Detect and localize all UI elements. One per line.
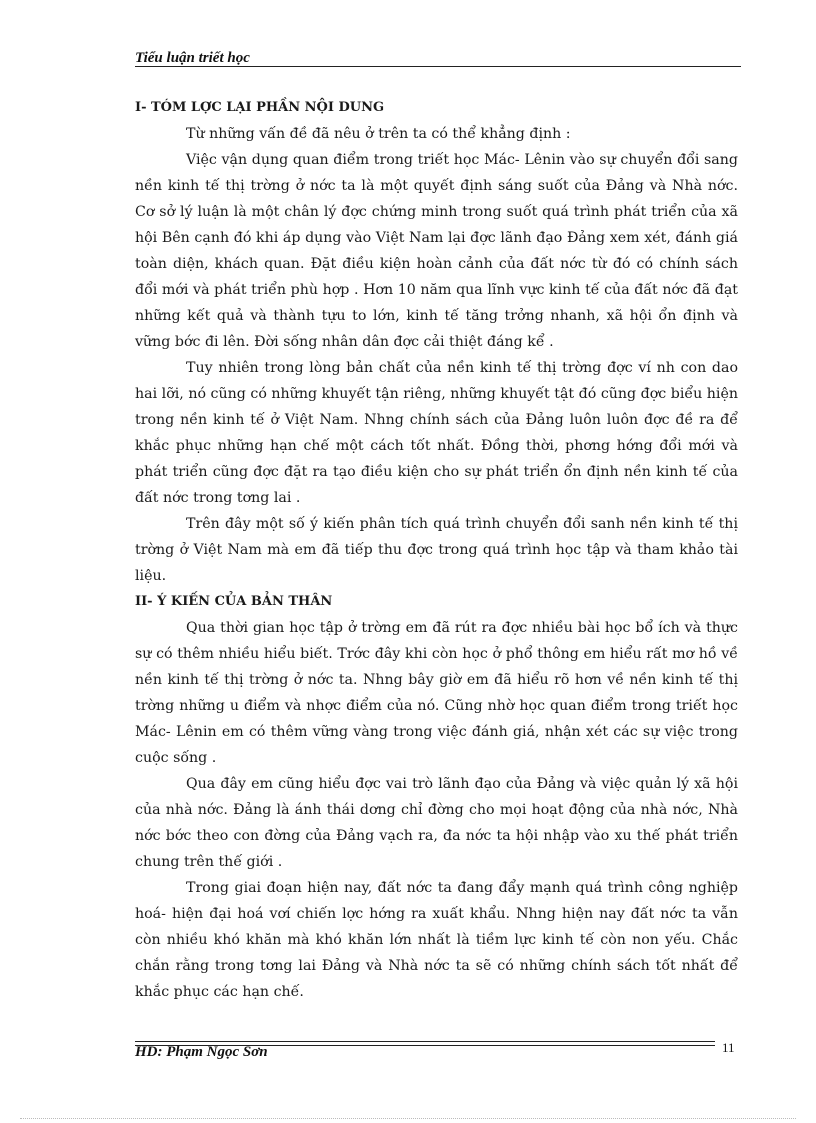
- section-2-paragraph-1: Qua thời gian học tập ở trờng em đã rút ra đợc nhiều bài học bổ ích và thực sự có thêm nhiều hiểu biết. Trớc đây khi còn học ở phổ thông em hiểu rất mơ hồ về nền kinh tế thị trờng ở nớc ta. Nhng bây giờ em đã hiểu rõ hơn về nền kinh tế thị trờng những u điểm và nhợc điểm của nó. Cũng nhờ học quan điểm trong triết học Mác- Lênin em có thêm vững vàng trong việc đánh giá, nhận xét các sự việc trong cuộc sống .: [135, 620, 738, 766]
- section-2-heading: II- Ý KIẾN CỦA BẢN THÂN: [135, 594, 333, 609]
- section-1-paragraph-3: Tuy nhiên trong lòng bản chất của nền kinh tế thị trờng đợc ví nh con dao hai lỡi, nó cũng có những khuyết tận riêng, những khuyết tật đó cũng đợc biểu hiện trong nền kinh tế ở Việt Nam. Nhng chính sách của Đảng luôn luôn đợc đề ra để khắc phục những hạn chế một cách tốt nhất. Đồng thời, phơng hớng đổi mới và phát triển cũng đợc đặt ra tạo điều kiện cho sự phát triển ổn định nền kinh tế của đất nớc trong tơng lai .: [135, 360, 738, 506]
- footer-rule-top: [135, 1041, 715, 1042]
- section-1-paragraph-1: Từ những vấn đề đã nêu ở trên ta có thể khẳng định :: [186, 126, 571, 142]
- section-1-paragraph-2: Việc vận dụng quan điểm trong triết học Mác- Lênin vào sự chuyển đổi sang nền kinh tế thị trờng ở nớc ta là một quyết định sáng suốt của Đảng và Nhà nớc. Cơ sở lý luận là một chân lý đợc chứng minh trong suốt quá trình phát triển của xã hội Bên cạnh đó khi áp dụng vào Việt Nam lại đợc lãnh đạo Đảng xem xét, đánh giá toàn diện, khách quan. Đặt điều kiện hoàn cảnh của đất nớc từ đó có chính sách đổi mới và phát triển phù hợp . Hơn 10 năm qua lĩnh vực kinh tế của đất nớc đã đạt những kết quả và thành tựu to lớn, kinh tế tăng trởng nhanh, xã hội ổn định và vững bớc đi lên. Đời sống nhân dân đợc cải thiệt đáng kể .: [135, 152, 738, 350]
- section-1-paragraph-4: Trên đây một số ý kiến phân tích quá trình chuyển đổi sanh nền kinh tế thị trờng ở Việt Nam mà em đã tiếp thu đợc trong quá trình học tập và tham khảo tài liệu.: [135, 516, 738, 584]
- section-2-paragraph-2: Qua đây em cũng hiểu đợc vai trò lãnh đạo của Đảng và việc quản lý xã hội của nhà nớc. Đảng là ánh thái dơng chỉ đờng cho mọi hoạt động của nhà nớc, Nhà nớc bớc theo con đờng của Đảng vạch ra, đa nớc ta hội nhập vào xu thế phát triển chung trên thế giới .: [135, 776, 738, 870]
- section-1-heading: I- TÓM LỢC LẠI PHẦN NỘI DUNG: [135, 100, 385, 115]
- section-2-paragraph-3: Trong giai đoạn hiện nay, đất nớc ta đang đẩy mạnh quá trình công nghiệp hoá- hiện đại hoá vơí chiến lợc hớng ra xuất khẩu. Nhng hiện nay đất nớc ta vẫn còn nhiều khó khăn mà khó khăn lớn nhất là tiềm lực kinh tế còn non yếu. Chắc chắn rằng trong tơng lai Đảng và Nhà nớc ta sẽ có những chính sách tốt nhất để khắc phục các hạn chế.: [135, 880, 738, 1000]
- header-title: Tiểu luận triết học: [135, 50, 250, 66]
- page-number: 11: [722, 1040, 735, 1055]
- header-rule: [135, 66, 741, 67]
- document-body: [135, 95, 738, 1005]
- page-edge-dots: [20, 1118, 796, 1119]
- footer-author: HD: Phạm Ngọc Sơn: [135, 1044, 268, 1060]
